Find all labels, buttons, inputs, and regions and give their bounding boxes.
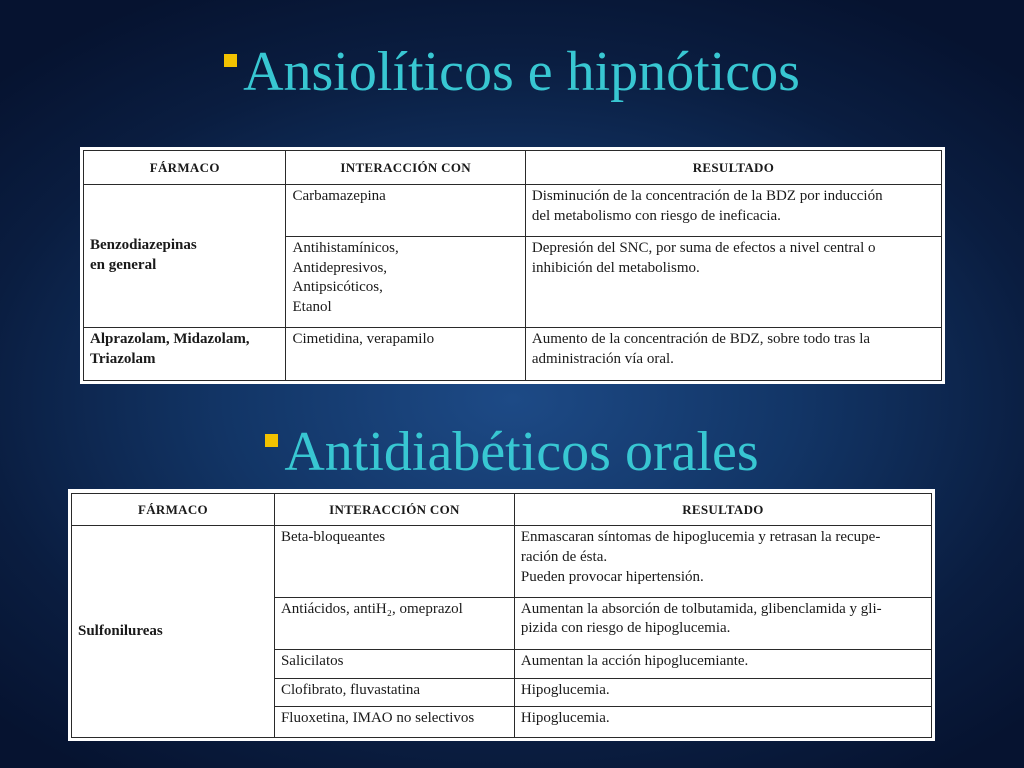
- result-cell: Hipoglucemia.: [514, 678, 931, 707]
- interaction-cell: Beta-bloqueantes: [274, 526, 514, 598]
- interaction-cell: Antiácidos, antiH₂, omeprazol: [274, 597, 514, 649]
- column-header-interaction: INTERACCIÓN CON: [274, 494, 514, 526]
- interaction-cell: Carbamazepina: [286, 185, 525, 237]
- section-title-antidiabetics: [0, 421, 1024, 483]
- section-title-text: Ansiolíticos e hipnóticos: [243, 41, 800, 103]
- result-cell: Hipoglucemia.: [514, 707, 931, 738]
- result-cell: Disminución de la concentración de la BDZ por inducción del metabolismo con riesgo de ineficacia.: [525, 185, 941, 237]
- column-header-drug: FÁRMACO: [84, 151, 286, 185]
- result-cell: Aumentan la absorción de tolbutamida, glibenclamida y gli- pizida con riesgo de hipoglucemia.: [514, 597, 931, 649]
- result-cell: Aumento de la concentración de BDZ, sobre todo tras la administración vía oral.: [525, 328, 941, 381]
- interaction-cell: Clofibrato, fluvastatina: [274, 678, 514, 707]
- section-title-text: Antidiabéticos orales: [284, 421, 759, 483]
- interaction-cell: Antihistamínicos, Antidepresivos, Antipsicóticos, Etanol: [286, 236, 525, 327]
- result-cell: Aumentan la acción hipoglucemiante.: [514, 649, 931, 678]
- interaction-cell: Cimetidina, verapamilo: [286, 328, 525, 381]
- result-cell: Depresión del SNC, por suma de efectos a nivel central o inhibición del metabolismo.: [525, 236, 941, 327]
- drug-cell: Benzodiazepinas en general: [84, 185, 286, 328]
- column-header-interaction: INTERACCIÓN CON: [286, 151, 525, 185]
- square-bullet-icon: [224, 54, 237, 67]
- antidiabetics-interaction-table: [68, 489, 935, 741]
- interaction-cell: Fluoxetina, IMAO no selectivos: [274, 707, 514, 738]
- column-header-drug: FÁRMACO: [72, 494, 275, 526]
- drug-cell: Alprazolam, Midazolam, Triazolam: [84, 328, 286, 381]
- anxiolytics-interaction-table: [80, 147, 945, 384]
- table-row: [72, 526, 932, 598]
- section-title-anxiolytics: [0, 41, 1024, 103]
- table-row: [84, 185, 942, 237]
- result-cell: Enmascaran síntomas de hipoglucemia y retrasan la recupe- ración de ésta. Pueden provocar hipertensión.: [514, 526, 931, 598]
- drug-cell: Sulfonilureas: [72, 526, 275, 738]
- table-row: [84, 328, 942, 381]
- column-header-result: RESULTADO: [514, 494, 931, 526]
- interaction-cell: Salicilatos: [274, 649, 514, 678]
- column-header-result: RESULTADO: [525, 151, 941, 185]
- square-bullet-icon: [265, 434, 278, 447]
